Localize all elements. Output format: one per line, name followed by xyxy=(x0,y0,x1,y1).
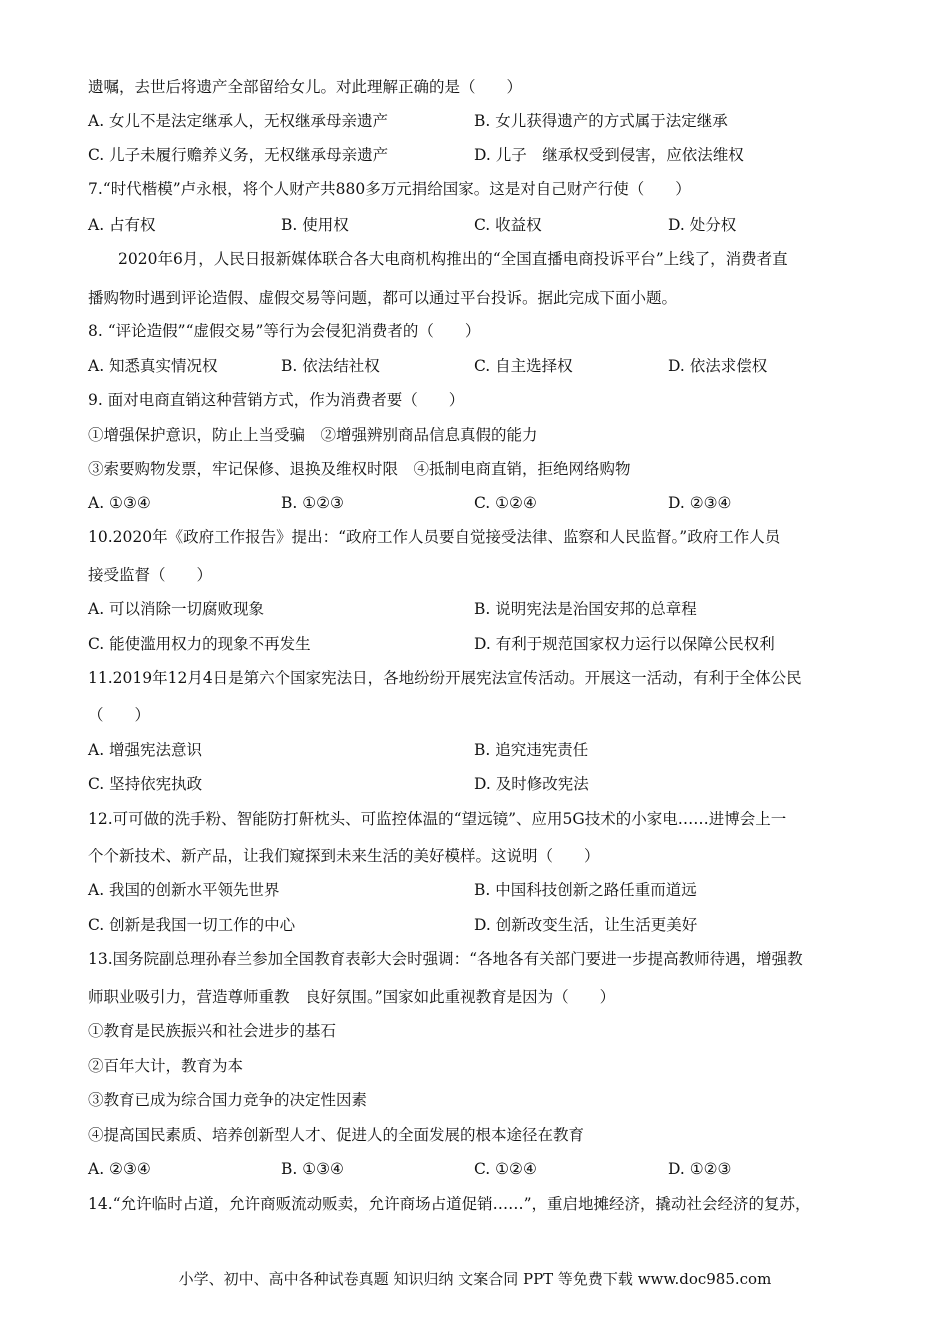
q11-option-d: D. 及时修改宪法 xyxy=(474,775,589,793)
q8-option-d: D. 依法求偿权 xyxy=(668,357,768,375)
q9-statements-2: ③索要购物发票，牢记保修、退换及维权时限 ④抵制电商直销，拒绝网络购物 xyxy=(88,460,631,478)
q12-option-a: A. 我国的创新水平领先世界 xyxy=(88,881,280,899)
q11-option-b: B. 追究违宪责任 xyxy=(474,741,589,759)
q13-statement-2: ②百年大计，教育为本 xyxy=(88,1057,244,1075)
q8-option-b: B. 依法结社权 xyxy=(281,357,380,375)
q10-option-a: A. 可以消除一切腐败现象 xyxy=(88,600,265,618)
q12-option-d: D. 创新改变生活，让生活更美好 xyxy=(474,916,698,934)
q10-option-c: C. 能使滥用权力的现象不再发生 xyxy=(88,635,311,653)
q9-option-c: C. ①②④ xyxy=(474,494,537,512)
q11-option-a: A. 增强宪法意识 xyxy=(88,741,203,759)
q12-stem-1: 12.可可做的洗手粉、智能防打鼾枕头、可监控体温的“望远镜”、应用5G技术的小家电……进博会上一 xyxy=(88,810,787,828)
q13-option-c: C. ①②④ xyxy=(474,1160,537,1178)
q11-option-c: C. 坚持依宪执政 xyxy=(88,775,203,793)
q6-stem-tail: 遗嘱，去世后将遗产全部留给女儿。对此理解正确的是（ ） xyxy=(88,78,523,96)
q7-option-c: C. 收益权 xyxy=(474,216,542,234)
q13-statement-4: ④提高国民素质、培养创新型人才、促进人的全面发展的根本途径在教育 xyxy=(88,1126,585,1144)
q9-stem: 9. 面对电商直销这种营销方式，作为消费者要（ ） xyxy=(88,391,465,409)
page-footer: 小学、初中、高中各种试卷真题 知识归纳 文案合同 PPT 等免费下载 www.doc985.com xyxy=(178,1270,772,1288)
q9-statements-1: ①增强保护意识，防止上当受骗 ②增强辨别商品信息真假的能力 xyxy=(88,426,538,444)
q14-stem-1: 14.“允许临时占道，允许商贩流动贩卖，允许商场占道促销……”，重启地摊经济，撬动社会经济的复苏， xyxy=(88,1195,811,1213)
q7-stem: 7.“时代楷模”卢永根，将个人财产共880多万元捐给国家。这是对自己财产行使（ ） xyxy=(88,180,691,198)
q12-option-b: B. 中国科技创新之路任重而道远 xyxy=(474,881,697,899)
q9-option-b: B. ①②③ xyxy=(281,494,344,512)
q8-option-c: C. 自主选择权 xyxy=(474,357,573,375)
q13-option-b: B. ①③④ xyxy=(281,1160,344,1178)
q6-option-c: C. 儿子未履行赡养义务，无权继承母亲遗产 xyxy=(88,146,389,164)
q7-option-a: A. 占有权 xyxy=(88,216,156,234)
q9-option-a: A. ①③④ xyxy=(88,494,151,512)
q6-option-d: D. 儿子 继承权受到侵害，应依法维权 xyxy=(474,146,744,164)
q8-option-a: A. 知悉真实情况权 xyxy=(88,357,218,375)
q13-option-a: A. ②③④ xyxy=(88,1160,151,1178)
q13-option-d: D. ①②③ xyxy=(668,1160,732,1178)
q12-stem-2: 个个新技术、新产品，让我们窥探到未来生活的美好模样。这说明（ ） xyxy=(88,847,600,865)
q11-stem-1: 11.2019年12月4日是第六个国家宪法日，各地纷纷开展宪法宣传活动。开展这一活动，有利于全体公民 xyxy=(88,669,802,687)
q10-stem-2: 接受监督（ ） xyxy=(88,566,213,584)
q9-option-d: D. ②③④ xyxy=(668,494,732,512)
q11-stem-2: （ ） xyxy=(88,706,151,724)
material-line-2: 播购物时遇到评论造假、虚假交易等问题，都可以通过平台投诉。据此完成下面小题。 xyxy=(88,289,678,307)
q13-statement-1: ①教育是民族振兴和社会进步的基石 xyxy=(88,1022,337,1040)
q8-stem: 8. “评论造假”“虚假交易”等行为会侵犯消费者的（ ） xyxy=(88,322,481,340)
q7-option-b: B. 使用权 xyxy=(281,216,349,234)
q13-stem-1: 13.国务院副总理孙春兰参加全国教育表彰大会时强调：“各地各有关部门要进一步提高教师待遇，增强教 xyxy=(88,950,803,968)
material-line-1: 2020年6月，人民日报新媒体联合各大电商机构推出的“全国直播电商投诉平台”上线了，消费者直 xyxy=(118,250,788,268)
q7-option-d: D. 处分权 xyxy=(668,216,737,234)
q10-option-b: B. 说明宪法是治国安邦的总章程 xyxy=(474,600,697,618)
q6-option-b: B. 女儿获得遗产的方式属于法定继承 xyxy=(474,112,728,130)
q13-stem-2: 师职业吸引力，营造尊师重教 良好氛围。”国家如此重视教育是因为（ ） xyxy=(88,988,616,1006)
q10-stem-1: 10.2020年《政府工作报告》提出：“政府工作人员要自觉接受法律、监察和人民监督。”政府工作人员 xyxy=(88,528,781,546)
q12-option-c: C. 创新是我国一切工作的中心 xyxy=(88,916,296,934)
q10-option-d: D. 有利于规范国家权力运行以保障公民权利 xyxy=(474,635,775,653)
q6-option-a: A. 女儿不是法定继承人，无权继承母亲遗产 xyxy=(88,112,389,130)
q13-statement-3: ③教育已成为综合国力竞争的决定性因素 xyxy=(88,1091,368,1109)
